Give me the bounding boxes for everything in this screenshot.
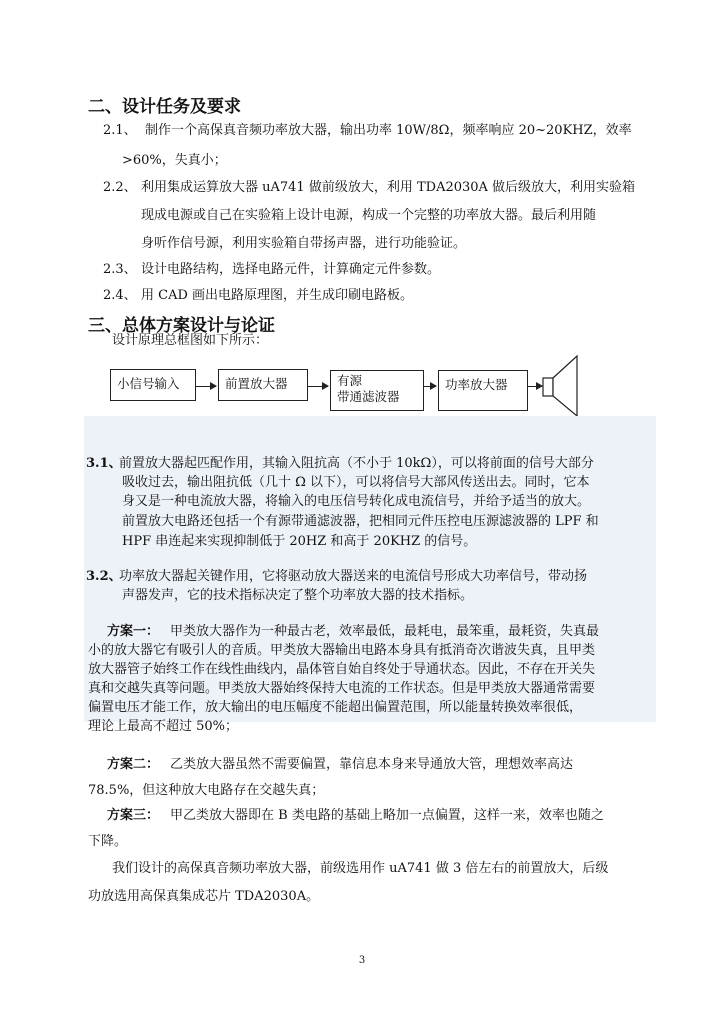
block-preamplifier [218,369,308,401]
item-2-2-line-2: 现成电源或自己在实验箱上设计电源，构成一个完整的功率放大器。最后利用随 [141,208,597,223]
block-power-amplifier [438,370,528,411]
block-small-signal-input [110,369,196,401]
item-3-1-line-2: 吸收过去，输出阻抗低（几十 Ω 以下），可以将信号大部风传送出去。同时，它本 [122,475,590,490]
item-2-2-line-3: 身听作信号源，利用实验箱自带扬声器，进行功能验证。 [141,236,467,251]
conclusion-line-1: 我们设计的高保真音频功率放大器，前级选用作 uA741 做 3 倍左右的前置放大，后级 [112,861,609,876]
item-3-2-line-1: 功率放大器起关键作用，它将驱动放大器送来的电流信号形成大功率信号，带动扬 [119,569,588,584]
plan-2-line-2: 78.5%，但这种放大电路存在交越失真； [88,783,325,798]
item-2-2-line-1: 利用集成运算放大器 uA741 做前级放大，利用 TDA2030A 做后级放大，利用实验箱 [141,180,636,195]
plan-2-label: 方案二： [107,757,160,772]
block-filter-label-line-1: 有源 [337,373,363,388]
speaker-icon [541,352,586,420]
item-3-1-line-1: 前置放大器起匹配作用，其输入阻抗高（不小于 10kΩ），可以将前面的信号大部分 [119,456,594,471]
plan-3-line-2: 下降。 [88,834,128,849]
plan-2-line-1: 乙类放大器虽然不需要偏置，靠信息本身来导通放大管，理想效率高达 [170,757,574,772]
block-filter-label-line-2: 带通滤波器 [337,389,400,404]
plan-3-label: 方案三： [107,808,160,823]
block-small-signal-input-label: 小信号输入 [117,376,180,391]
item-2-2-number: 2.2、 [103,180,137,195]
plan-1-line-6: 理论上最高不超过 50%； [88,719,239,734]
item-3-1-number: 3.1、 [86,456,122,471]
section-3-title: 三、总体方案设计与论证 [88,316,275,336]
item-3-1-line-5: HPF 串连起来实现抑制低于 20HZ 和高于 20KHZ 的信号。 [122,534,477,549]
section-2-title: 二、设计任务及要求 [88,97,241,117]
plan-1-line-5: 偏置电压才能工作，放大输出的电压幅度不能超出偏置范围，所以能量转换效率很低， [88,700,583,715]
item-3-1-line-4: 前置放大电路还包括一个有源带通滤波器，把相同元件压控电压源滤波器的 LPF 和 [122,514,599,529]
arrow-2 [308,386,328,387]
block-preamplifier-label: 前置放大器 [225,376,288,391]
plan-1-label: 方案一： [107,624,160,639]
page-number: 3 [358,955,366,966]
plan-3-line-1: 甲乙类放大器即在 B 类电路的基础上略加一点偏置，这样一来，效率也随之 [170,808,604,823]
block-active-bandpass-filter [330,370,424,411]
arrow-1 [196,386,216,387]
item-3-2-number: 3.2、 [86,569,122,584]
plan-1-line-3: 放大器管子始终工作在线性曲线内，晶体管自始自终处于导通状态。因此，不存在开关失 [88,662,596,677]
item-2-1-number: 2.1、 [103,123,137,138]
plan-1-line-4: 真和交越失真等问题。甲类放大器始终保持大电流的工作状态。但是甲类放大器通常需要 [88,681,596,696]
diagram-intro: 设计原理总框图如下所示： [112,333,269,348]
block-power-amplifier-label: 功率放大器 [445,377,508,392]
item-3-2-line-2: 声器发声，它的技术指标决定了整个功率放大器的技术指标。 [122,588,474,603]
item-3-1-line-3: 身又是一种电流放大器，将输入的电压信号转化成电流信号，并给予适当的放大。 [122,494,591,509]
item-2-3-number: 2.3、 [103,262,137,277]
conclusion-line-2: 功放选用高保真集成芯片 TDA2030A。 [88,889,320,904]
item-2-1-line-2: >60%，失真小； [122,153,227,168]
arrow-3 [424,386,436,387]
item-2-3-line-1: 设计电路结构，选择电路元件，计算确定元件参数。 [141,262,441,277]
plan-1-line-1: 甲类放大器作为一种最古老，效率最低，最耗电，最笨重，最耗资，失真最 [170,624,600,639]
arrow-4 [528,386,542,387]
item-2-4-line-1: 用 CAD 画出电路原理图，并生成印刷电路板。 [141,288,414,303]
item-2-4-number: 2.4、 [103,288,137,303]
item-2-1-line-1: 制作一个高保真音频功率放大器，输出功率 10W/8Ω，频率响应 20~20KHZ，效率 [145,123,632,138]
plan-1-line-2: 小的放大器它有吸引人的音质。甲类放大器输出电路本身具有抵消奇次谐波失真，且甲类 [88,643,596,658]
